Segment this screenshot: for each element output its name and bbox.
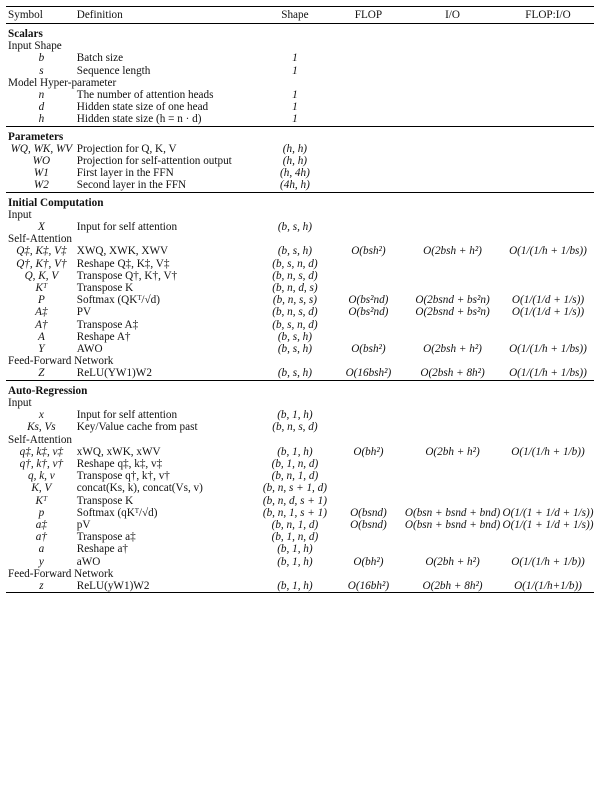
table-row: [6, 343, 594, 355]
subsection-model-hyper-parameter-label: Model Hyper-parameter: [8, 76, 117, 89]
table-row: [6, 409, 594, 421]
cell-symbol: p: [38, 506, 45, 519]
cell-io: [403, 319, 502, 331]
subsection-autoreg-input-label: Input: [8, 396, 32, 409]
cell-shape: (b, 1, h): [277, 555, 313, 568]
table-row: [6, 556, 594, 568]
cell-definition: concat(Ks, k), concat(Vs, v): [76, 482, 203, 495]
cell-definition: Hidden state size of one head: [76, 101, 209, 114]
cell-shape: (b, n, 1, d): [271, 518, 319, 531]
cell-shape: (b, s, h): [277, 245, 312, 258]
cell-flop: [334, 319, 403, 331]
table-row: [6, 179, 594, 192]
table-row: [6, 470, 594, 482]
table-row: [6, 258, 594, 270]
table-row: [6, 319, 594, 331]
cell-symbol: P: [37, 294, 45, 307]
cell-definition: Batch size: [76, 52, 124, 65]
cell-flop: [334, 221, 403, 233]
cell-shape: (b, n, d, s): [272, 282, 318, 295]
header-shape: Shape: [281, 8, 309, 21]
table-row: [6, 507, 594, 519]
cell-symbol: X: [37, 221, 45, 234]
subsection-model-hyper-parameter: [6, 77, 594, 89]
subsection-initial-self-attention-label: Self-Attention: [8, 233, 73, 246]
cell-flop: [334, 270, 403, 282]
cell-io: [403, 421, 502, 433]
subsection-input-shape: [6, 40, 594, 52]
cell-io: [403, 482, 502, 494]
cell-symbol: WO: [32, 155, 51, 168]
subsection-initial-input: [6, 209, 594, 221]
cell-ratio: O(1/(1/h + 1/b)): [511, 445, 585, 458]
cell-io: O(2bsnd + bs²n): [415, 294, 490, 307]
cell-definition: Reshape A†: [76, 330, 131, 343]
subsection-autoreg-self-attention-label: Self-Attention: [8, 433, 73, 446]
cell-definition: Input for self attention: [76, 221, 178, 234]
cell-shape: (b, n, s + 1, d): [262, 482, 327, 495]
cell-io: O(2bh + h²): [425, 445, 480, 458]
cell-shape: (b, 1, h): [277, 445, 313, 458]
cell-definition: Transpose Q†, K†, V†: [76, 269, 178, 282]
cell-io: O(2bsh + h²): [423, 343, 482, 356]
cell-io: [403, 89, 502, 101]
cell-io: [403, 531, 502, 543]
cell-symbol: Y: [38, 343, 45, 356]
cell-io: [403, 65, 502, 77]
cell-flop: O(bh²): [353, 555, 384, 568]
cell-flop: [334, 470, 403, 482]
cell-io: [403, 101, 502, 113]
cell-io: [403, 155, 502, 167]
cell-io: O(bsn + bsnd + bnd): [404, 506, 501, 519]
cell-shape: (b, s, h): [277, 343, 312, 356]
cell-definition: ReLU(yW1)W2: [77, 580, 256, 593]
cell-definition: Projection for Q, K, V: [76, 142, 177, 155]
table-header: [6, 7, 594, 24]
subsection-initial-ffn-label: Feed-Forward Network: [8, 355, 114, 368]
table-row: [6, 245, 594, 257]
cell-io: O(bsn + bsnd + bnd): [404, 518, 501, 531]
subsection-autoreg-ffn: [6, 568, 594, 580]
cell-definition: Key/Value cache from past: [76, 421, 198, 434]
cell-flop: O(16bh²): [334, 580, 403, 593]
cell-ratio: O(1/(1 + 1/d + 1/s)): [502, 518, 594, 531]
cell-ratio: [502, 482, 594, 494]
cell-ratio: [502, 543, 594, 555]
table-row: [6, 367, 594, 380]
cell-definition: Transpose K: [76, 282, 134, 295]
cell-ratio: O(1/(1/d + 1/s)): [511, 294, 585, 307]
cell-flop: [334, 155, 403, 167]
cell-symbol: h: [38, 113, 45, 126]
cell-io: [403, 113, 502, 126]
cell-flop: [334, 52, 403, 64]
cell-symbol: Ks, Vs: [27, 421, 56, 434]
section-auto-regression-label: Auto-Regression: [6, 380, 594, 397]
cell-ratio: [502, 409, 594, 421]
cell-ratio: [502, 65, 594, 77]
section-parameters: [6, 126, 594, 143]
table-row: [6, 421, 594, 433]
cell-symbol: Kᵀ: [35, 494, 48, 507]
cell-definition: Second layer in the FFN: [76, 179, 187, 192]
table-row: [6, 143, 594, 155]
cell-io: [403, 543, 502, 555]
section-scalars: [6, 24, 594, 41]
cell-symbol: Z: [38, 367, 45, 380]
table-row: [6, 495, 594, 507]
cell-shape: (b, n, s, d): [272, 421, 318, 434]
cell-io: [403, 258, 502, 270]
cell-flop: [334, 409, 403, 421]
table-row: [6, 270, 594, 282]
cell-ratio: [502, 155, 594, 167]
complexity-table: [6, 6, 594, 593]
cell-ratio: O(1/(1/h + 1/b)): [511, 555, 585, 568]
cell-flop: [334, 531, 403, 543]
cell-ratio: [502, 282, 594, 294]
cell-definition: Projection for self-attention output: [76, 155, 232, 168]
cell-definition: XWQ, XWK, XWV: [76, 245, 169, 258]
cell-shape: (h, h): [282, 142, 308, 155]
cell-io: [403, 52, 502, 64]
subsection-input-shape-label: Input Shape: [8, 40, 62, 53]
cell-io: O(2bsh + 8h²): [420, 367, 485, 380]
cell-shape: (b, 1, n, d): [271, 457, 319, 470]
cell-flop: [334, 113, 403, 126]
cell-io: [403, 179, 502, 192]
cell-shape: (b, n, s, s): [272, 294, 317, 307]
cell-io: [403, 221, 502, 233]
cell-definition: Transpose A‡: [76, 318, 139, 331]
cell-ratio: O(1/(1 + 1/d + 1/s)): [502, 506, 594, 519]
cell-io: O(2bsnd + bs²n): [415, 306, 490, 319]
cell-definition: Reshape Q‡, K‡, V‡: [76, 257, 170, 270]
cell-flop: O(bs²nd): [348, 306, 389, 319]
cell-definition: Transpose a‡: [76, 531, 136, 544]
subsection-autoreg-ffn-label: Feed-Forward Network: [8, 567, 114, 580]
table-row: [6, 331, 594, 343]
cell-symbol: y: [38, 555, 44, 568]
cell-flop: O(bsnd): [350, 506, 387, 519]
cell-flop: [334, 167, 403, 179]
cell-shape: (b, s, n, d): [272, 318, 318, 331]
table-row: [6, 65, 594, 77]
table-row: [6, 294, 594, 306]
cell-flop: O(bsnd): [350, 518, 387, 531]
cell-ratio: O(1/(1/h + 1/bs)): [509, 367, 587, 380]
cell-symbol: Q, K, V: [24, 269, 59, 282]
cell-io: O(2bsh + h²): [423, 245, 482, 258]
section-initial-computation-label: Initial Computation: [6, 192, 594, 209]
header-symbol: Symbol: [8, 8, 43, 21]
cell-flop: [334, 458, 403, 470]
cell-symbol: d: [38, 101, 45, 114]
cell-ratio: [502, 495, 594, 507]
subsection-initial-self-attention: [6, 233, 594, 245]
cell-ratio: [502, 270, 594, 282]
table-row: [6, 221, 594, 233]
cell-io: [403, 167, 502, 179]
cell-flop: [334, 101, 403, 113]
cell-shape: (4h, h): [280, 179, 310, 192]
cell-shape: (b, s, h): [277, 367, 312, 380]
cell-shape: (b, 1, n, d): [271, 531, 319, 544]
table-row: [6, 580, 594, 593]
section-parameters-label: Parameters: [6, 126, 594, 143]
table-row: [6, 89, 594, 101]
cell-shape: 1: [292, 101, 298, 114]
cell-shape: (b, s, h): [277, 330, 312, 343]
cell-symbol: x: [38, 409, 44, 422]
cell-definition: AWO: [76, 343, 103, 356]
cell-ratio: O(1/(1/h + 1/bs)): [509, 343, 587, 356]
cell-ratio: [502, 470, 594, 482]
table-row: [6, 458, 594, 470]
table-row: [6, 482, 594, 494]
table-row: [6, 113, 594, 126]
cell-flop: [334, 421, 403, 433]
cell-symbol: b: [38, 52, 45, 65]
header-definition: Definition: [76, 8, 123, 21]
table-row: [6, 101, 594, 113]
cell-flop: [334, 89, 403, 101]
cell-definition: Reshape a†: [76, 543, 129, 556]
cell-shape: (b, n, 1, d): [271, 470, 319, 483]
cell-io: [403, 495, 502, 507]
cell-ratio: [502, 319, 594, 331]
cell-definition: pV: [76, 518, 91, 531]
cell-ratio: [502, 89, 594, 101]
table-row: [6, 446, 594, 458]
cell-symbol: Q‡, K‡, V‡: [16, 245, 67, 258]
cell-symbol: W2: [33, 179, 49, 192]
cell-shape: (h, h): [282, 155, 308, 168]
cell-io: [403, 470, 502, 482]
cell-ratio: [502, 143, 594, 155]
cell-shape: (b, n, s, d): [272, 306, 318, 319]
cell-flop: [334, 495, 403, 507]
cell-flop: [334, 482, 403, 494]
cell-io: [403, 282, 502, 294]
cell-shape: 1: [292, 113, 298, 126]
cell-definition: Reshape q‡, k‡, v‡: [76, 457, 163, 470]
cell-flop: O(bsh²): [351, 343, 386, 356]
table-row: [6, 531, 594, 543]
cell-shape: (h, 4h): [280, 167, 310, 180]
cell-ratio: [502, 458, 594, 470]
cell-shape: (b, n, d, s + 1): [262, 494, 327, 507]
cell-ratio: [502, 531, 594, 543]
cell-flop: O(bh²): [353, 445, 384, 458]
cell-definition: First layer in the FFN: [76, 167, 174, 180]
cell-io: [403, 458, 502, 470]
cell-shape: (b, s, h): [277, 221, 312, 234]
cell-flop: O(bsh²): [351, 245, 386, 258]
cell-flop: [334, 143, 403, 155]
cell-flop: O(bs²nd): [348, 294, 389, 307]
cell-definition: Sequence length: [76, 64, 151, 77]
cell-flop: O(16bsh²): [345, 367, 392, 380]
cell-flop: [334, 282, 403, 294]
cell-ratio: [502, 167, 594, 179]
cell-symbol: WQ, WK, WV: [10, 142, 73, 155]
cell-shape: (b, n, 1, s + 1): [262, 506, 327, 519]
cell-shape: (b, 1, h): [256, 580, 334, 593]
table-row: [6, 282, 594, 294]
cell-shape: 1: [292, 89, 298, 102]
cell-shape: (b, 1, h): [277, 409, 313, 422]
cell-shape: 1: [292, 64, 298, 77]
cell-definition: aWO: [76, 555, 101, 568]
cell-definition: ReLU(YW1)W2: [76, 367, 152, 380]
table-row: [6, 52, 594, 64]
section-auto-regression: [6, 380, 594, 397]
cell-ratio: [502, 221, 594, 233]
cell-flop: [334, 258, 403, 270]
cell-definition: PV: [76, 306, 92, 319]
cell-symbol: K, V: [31, 482, 52, 495]
cell-symbol: s: [39, 64, 44, 77]
cell-definition: xWQ, xWK, xWV: [76, 445, 161, 458]
cell-io: O(2bh + 8h²): [403, 580, 502, 593]
subsection-autoreg-input: [6, 397, 594, 409]
table-body: [6, 24, 594, 593]
cell-definition: Softmax (QKᵀ/√d): [76, 294, 160, 307]
cell-shape: 1: [292, 52, 298, 65]
table-row: [6, 543, 594, 555]
table-row: [6, 519, 594, 531]
cell-ratio: [502, 421, 594, 433]
cell-io: [403, 409, 502, 421]
cell-definition: Input for self attention: [76, 409, 178, 422]
subsection-initial-input-label: Input: [8, 208, 32, 221]
cell-io: [403, 331, 502, 343]
cell-definition: Softmax (qKᵀ/√d): [76, 506, 158, 519]
cell-symbol: a‡: [35, 518, 47, 531]
cell-symbol: Q†, K†, V†: [16, 257, 67, 270]
cell-shape: (b, s, n, d): [272, 257, 318, 270]
cell-io: [403, 143, 502, 155]
cell-symbol: q†, k†, v†: [19, 457, 64, 470]
cell-definition: The number of attention heads: [76, 89, 214, 102]
subsection-initial-ffn: [6, 355, 594, 367]
cell-symbol: a†: [35, 531, 47, 544]
cell-symbol: q, k, v: [28, 470, 55, 483]
cell-symbol: z: [6, 580, 77, 593]
header-row: [6, 7, 594, 24]
cell-flop: [334, 543, 403, 555]
cell-ratio: [502, 331, 594, 343]
cell-ratio: O(1/(1/h+1/b)): [502, 580, 594, 593]
cell-shape: (b, 1, h): [277, 543, 313, 556]
cell-symbol: A: [37, 330, 45, 343]
cell-ratio: O(1/(1/d + 1/s)): [511, 306, 585, 319]
cell-flop: [334, 65, 403, 77]
header-io: I/O: [445, 8, 460, 21]
table-row: [6, 167, 594, 179]
cell-io: [403, 270, 502, 282]
cell-ratio: [502, 52, 594, 64]
cell-symbol: W1: [33, 167, 49, 180]
cell-ratio: [502, 258, 594, 270]
cell-shape: (b, n, s, d): [272, 269, 318, 282]
cell-symbol: a: [38, 543, 45, 556]
cell-io: O(2bh + h²): [425, 555, 480, 568]
cell-ratio: [502, 113, 594, 126]
cell-symbol: q‡, k‡, v‡: [19, 445, 64, 458]
cell-ratio: [502, 179, 594, 192]
cell-definition: Transpose q†, k†, v†: [76, 470, 170, 483]
cell-symbol: A‡: [35, 306, 48, 319]
table-row: [6, 155, 594, 167]
cell-flop: [334, 331, 403, 343]
cell-symbol: Kᵀ: [35, 282, 48, 295]
cell-ratio: O(1/(1/h + 1/bs)): [509, 245, 587, 258]
table-row: [6, 306, 594, 318]
header-flop: FLOP: [354, 8, 383, 21]
subsection-autoreg-self-attention: [6, 434, 594, 446]
section-scalars-label: Scalars: [8, 28, 43, 40]
section-initial-computation: [6, 192, 594, 209]
header-ratio: FLOP:I/O: [525, 8, 571, 21]
cell-symbol: A†: [35, 318, 48, 331]
cell-symbol: n: [38, 89, 45, 102]
cell-ratio: [502, 101, 594, 113]
cell-definition: Hidden state size (h = n · d): [76, 113, 202, 126]
cell-flop: [334, 179, 403, 192]
cell-definition: Transpose K: [76, 494, 134, 507]
